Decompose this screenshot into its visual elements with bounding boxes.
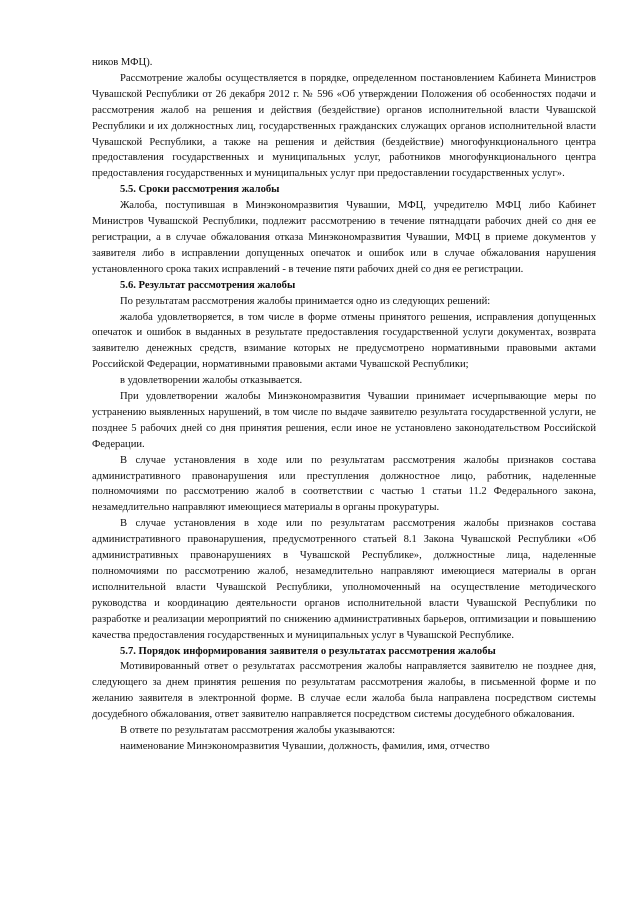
paragraph-complaint-procedure: Рассмотрение жалобы осуществляется в порядке, определенном постановлением Кабинета Министров Чувашской Республики от 26 декабря 2012 г. № 596 «Об утверждении Положения об особенностях подачи и рассмотрения жалоб на решения и действия (бездействие) органов исполнительной власти Чувашской Республики и их должностных лиц, государственных гражданских служащих органов исполнительной власти Чувашской Республики, а также на решения и действия (бездействие) многофункционального центра предоставления государственных и муниципальных услуг, работников многофункционального центра предоставления государственных и муниципальных услуг при предоставлении государственных услуг».: [92, 72, 596, 180]
paragraph-review-terms: Жалоба, поступившая в Минэкономразвития Чувашии, МФЦ, учредителю МФЦ либо Кабинет Министров Чувашской Республики, подлежит рассмотрению в течение пятнадцати рабочих дней со дня ее регистрации, а в случае обжалования отказа Минэкономразвития Чувашии, МФЦ в приеме документов у заявителя либо в исправлении допущенных опечаток и ошибок или в случае обжалования нарушения установленного срока таких исправлений - в течение пяти рабочих дней со дня ее регистрации.: [92, 200, 596, 275]
paragraph-response-delivery: Мотивированный ответ о результатах рассмотрения жалобы направляется заявителю не позднее дня, следующего за днем принятия решения по результатам рассмотрения жалобы, в письменной форме и по желанию заявителя в электронной форме. В случае если жалоба была направлена посредством системы досудебного обжалования, ответ заявителю направляется посредством системы досудебного обжалования.: [92, 661, 596, 721]
paragraph-response-contents: В ответе по результатам рассмотрения жалобы указываются:: [120, 725, 396, 737]
section-heading-5-6: 5.6. Результат рассмотрения жалобы: [120, 279, 296, 291]
paragraph-administrative-referral: В случае установления в ходе или по результатам рассмотрения жалобы признаков состава административного правонарушения, предусмотренного статьей 8.1 Закона Чувашской Республики «Об административных правонарушениях в Чувашской Республике», должностные лица, наделенные полномочиями по рассмотрению жалоб, незамедлительно направляют имеющиеся материалы в орган исполнительной власти Чувашской Республики, уполномоченный на осуществление методического руководства и координацию деятельности органов исполнительной власти Чувашской Республики по разработке и реализации мероприятий по снижению административных барьеров, оптимизации и повышению качества предоставления государственных и муниципальных услуг в Чувашской Республике.: [92, 518, 596, 641]
paragraph-decision-satisfied: жалоба удовлетворяется, в том числе в форме отмены принятого решения, исправления допущенных опечаток и ошибок в выданных в результате предоставления государственной услуги документах, возврата заявителю денежных средств, взимание которых не предусмотрено нормативными правовыми актами Российской Федерации, нормативными правовыми актами Чувашской Республики;: [92, 311, 596, 371]
section-heading-5-7: 5.7. Порядок информирования заявителя о результатах рассмотрения жалобы: [120, 645, 496, 657]
paragraph-continuation: ников МФЦ).: [92, 57, 153, 68]
paragraph-decision-refused: в удовлетворении жалобы отказывается.: [120, 375, 303, 387]
paragraph-remedy-measures: При удовлетворении жалобы Минэкономразвития Чувашии принимает исчерпывающие меры по устранению выявленных нарушений, в том числе по выдаче заявителю результата государственной услуги, не позднее 5 рабочих дней со дня принятия решения, если иное не установлено законодательством Российской Федерации.: [92, 391, 596, 450]
paragraph-response-item: наименование Минэкономразвития Чувашии, должность, фамилия, имя, отчество: [120, 740, 490, 752]
paragraph-prosecution-referral: В случае установления в ходе или по результатам рассмотрения жалобы признаков состава административного правонарушения или преступления должностное лицо, работник, наделенные полномочиями по рассмотрению жалоб в соответствии с частью 1 статьи 11.2 Федерального закона, незамедлительно направляют имеющиеся материалы в органы прокуратуры.: [92, 454, 596, 514]
paragraph-decisions-intro: По результатам рассмотрения жалобы принимается одно из следующих решений:: [120, 295, 491, 307]
section-heading-5-5: 5.5. Сроки рассмотрения жалобы: [120, 184, 280, 196]
document-page: [92, 55, 596, 755]
